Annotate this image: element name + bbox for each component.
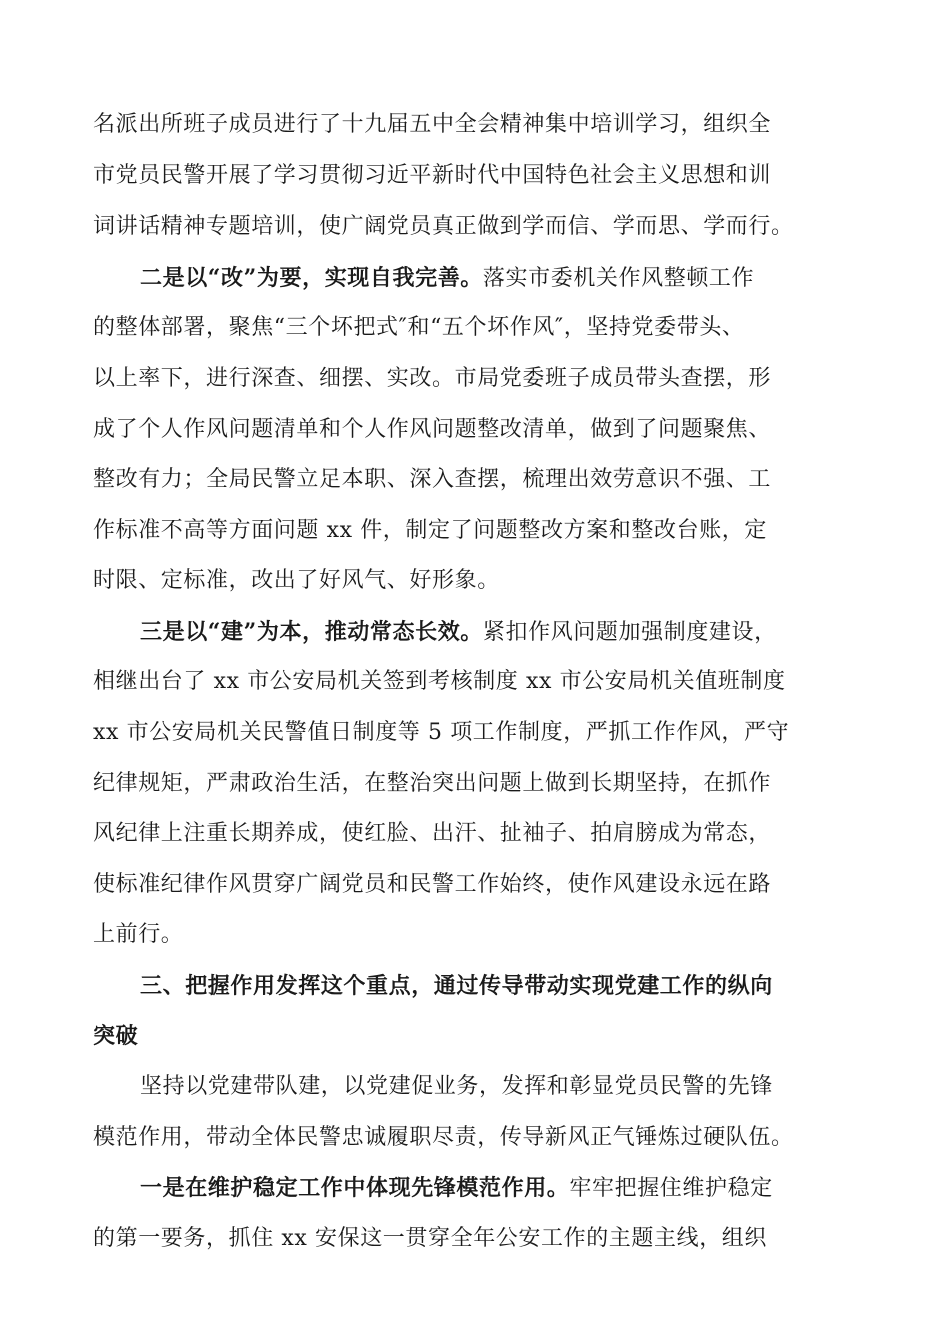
text-line: 的整体部署，聚焦“三个坏把式″和“五个坏作风″，坚持党委带头、 bbox=[93, 315, 745, 340]
text-line: 词讲话精神专题培训，使广阔党员真正做到学而信、学而思、学而行。 bbox=[93, 214, 794, 239]
text-line: 坚持以党建带队建，以党建促业务，发挥和彰显党员民警的先锋 bbox=[140, 1074, 773, 1099]
text-line: 市党员民警开展了学习贯彻习近平新时代中国特色社会主义思想和训 bbox=[93, 163, 772, 188]
bold-heading: 一是在维护稳定工作中体现先锋模范作用。 bbox=[140, 1175, 570, 1201]
text-line: 时限、定标准，改出了好风气、好形象。 bbox=[93, 568, 500, 593]
text-line: 整改有力；全局民警立足本职、深入查摆，梳理出效劳意识不强、工 bbox=[93, 467, 772, 492]
paragraph-line bbox=[140, 258, 930, 298]
text-line: 风纪律上注重长期养成，使红脸、出汗、扯袖子、拍肩膀成为常态， bbox=[93, 821, 772, 846]
text-line: 名派出所班子成员进行了十九届五中全会精神集中培训学习，组织全 bbox=[93, 112, 772, 137]
section-heading-cont: 突破 bbox=[93, 1023, 139, 1049]
text-line: 以上率下，进行深查、细摆、实改。市局党委班子成员带头查摆，形 bbox=[93, 366, 772, 391]
text-line: 模范作用，带动全体民警忠诚履职尽责，传导新风正气锤炼过硬队伍。 bbox=[93, 1125, 794, 1150]
text-run: 牢牢把握住维护稳定 bbox=[569, 1176, 773, 1201]
text-line: 成了个人作风问题清单和个人作风问题整改清单，做到了问题聚焦、 bbox=[93, 417, 772, 442]
text-line: 使标准纪律作风贯穿广阔党员和民警工作始终，使作风建设永远在路 bbox=[93, 872, 772, 897]
text-line: 纪律规矩，严肃政治生活，在整治突出问题上做到长期坚持，在抓作 bbox=[93, 771, 772, 796]
text-line: xx 市公安局机关民警值日制度等 5 项工作制度，严抓工作作风，严守 bbox=[93, 720, 790, 745]
paragraph-line bbox=[140, 612, 930, 652]
text-line: 相继出台了 xx 市公安局机关签到考核制度 xx 市公安局机关值班制度 bbox=[93, 669, 786, 694]
paragraph-line bbox=[140, 1168, 930, 1208]
section-heading: 三、把握作用发挥这个重点，通过传导带动实现党建工作的纵向 bbox=[140, 973, 773, 999]
bold-heading: 二是以“改”为要，实现自我完善。 bbox=[140, 265, 483, 291]
text-line: 上前行。 bbox=[93, 922, 184, 947]
text-line: 作标准不高等方面问题 xx 件，制定了问题整改方案和整改台账，定 bbox=[93, 518, 768, 543]
text-line: 的第一要务，抓住 xx 安保这一贯穿全年公安工作的主题主线，组织 bbox=[93, 1226, 768, 1251]
text-run: 紧扣作风问题加强制度建设， bbox=[482, 620, 777, 645]
bold-heading: 三是以“建”为本，推动常态长效。 bbox=[140, 619, 483, 645]
text-run: 落实市委机关作风整顿工作 bbox=[482, 266, 755, 291]
